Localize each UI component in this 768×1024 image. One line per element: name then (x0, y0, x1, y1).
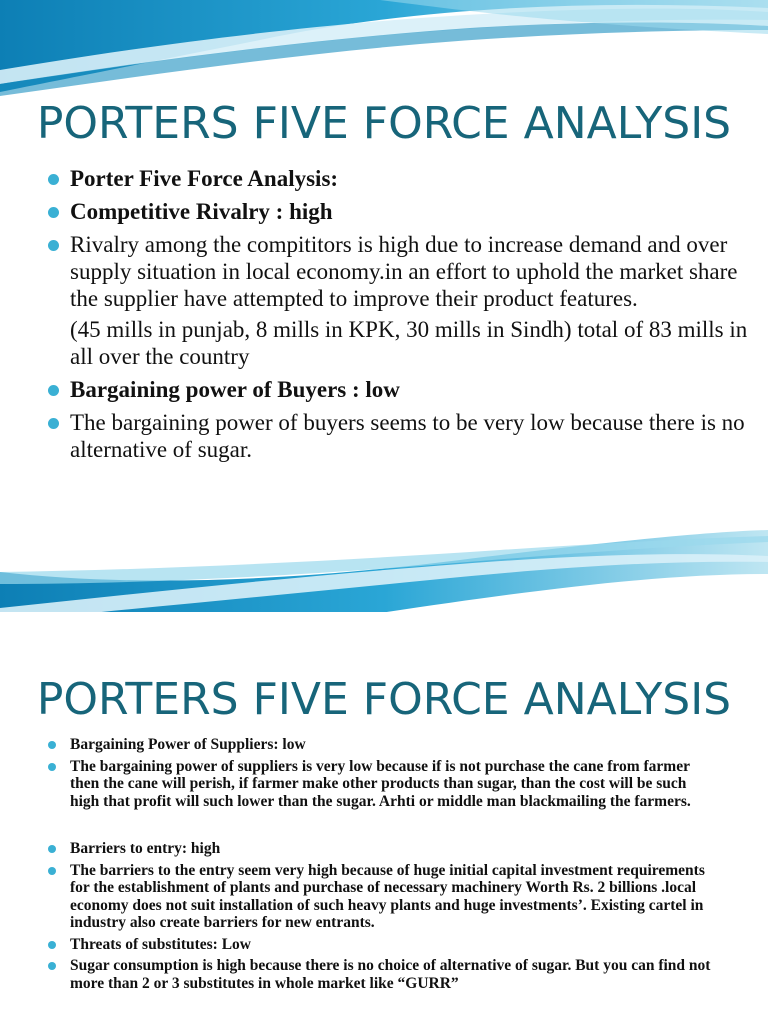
list-item: Porter Five Force Analysis: (48, 165, 748, 192)
list-item: Barriers to entry: high (48, 840, 718, 858)
bullet-icon (48, 867, 56, 875)
bullet-icon (48, 941, 56, 949)
bullet-icon (48, 207, 59, 218)
list-item: Sugar consumption is high because there is no choice of alternative of sugar. But you can find not more than 2 or 3 substitutes in whole market like “GURR” (48, 957, 718, 992)
bullet-icon (48, 962, 56, 970)
list-item: Rivalry among the compititors is high due to increase demand and over supply situation in local economy.in an effort to uphold the market share the supplier have attempted to improve their product features. (48, 231, 748, 312)
list-item: (45 mills in punjab, 8 mills in KPK, 30 mills in Sindh) total of 83 mills in all over the country (70, 317, 748, 369)
bullet-icon (48, 741, 56, 749)
wave-header-decoration (0, 0, 768, 100)
slide-2 (0, 512, 768, 1024)
list-item: Bargaining power of Buyers : low (48, 376, 748, 403)
wave-header-decoration (0, 512, 768, 612)
slide-title: PORTERS FIVE FORCE ANALYSIS (36, 98, 732, 149)
list-item: Competitive Rivalry : high (48, 198, 748, 225)
bullet-icon (48, 174, 59, 185)
list-item: The barriers to the entry seem very high because of huge initial capital investment requirements for the establishment of plants and purchase of necessary machinery Worth Rs. 2 billions .local economy does not suit installation of such heavy plants and huge investments’. Existing cartel in industry also create barriers for new entrants. (48, 862, 718, 932)
list-item: Threats of substitutes: Low (48, 936, 718, 954)
bullet-icon (48, 385, 59, 396)
bullet-list (48, 736, 718, 996)
bullet-icon (48, 240, 59, 251)
bullet-icon (48, 418, 59, 429)
bullet-icon (48, 763, 56, 771)
list-item: The bargaining power of suppliers is very low because if is not purchase the cane from farmer then the cane will perish, if farmer make other products than sugar, than the cost will be such high that profit will such lower than the sugar. Arhti or middle man blackmailing the farmers. (48, 758, 718, 811)
slide-title: PORTERS FIVE FORCE ANALYSIS (36, 674, 732, 725)
bullet-icon (48, 845, 56, 853)
bullet-list (48, 165, 748, 469)
list-item: Bargaining Power of Suppliers: low (48, 736, 718, 754)
list-item: The bargaining power of buyers seems to be very low because there is no alternative of sugar. (48, 409, 748, 463)
